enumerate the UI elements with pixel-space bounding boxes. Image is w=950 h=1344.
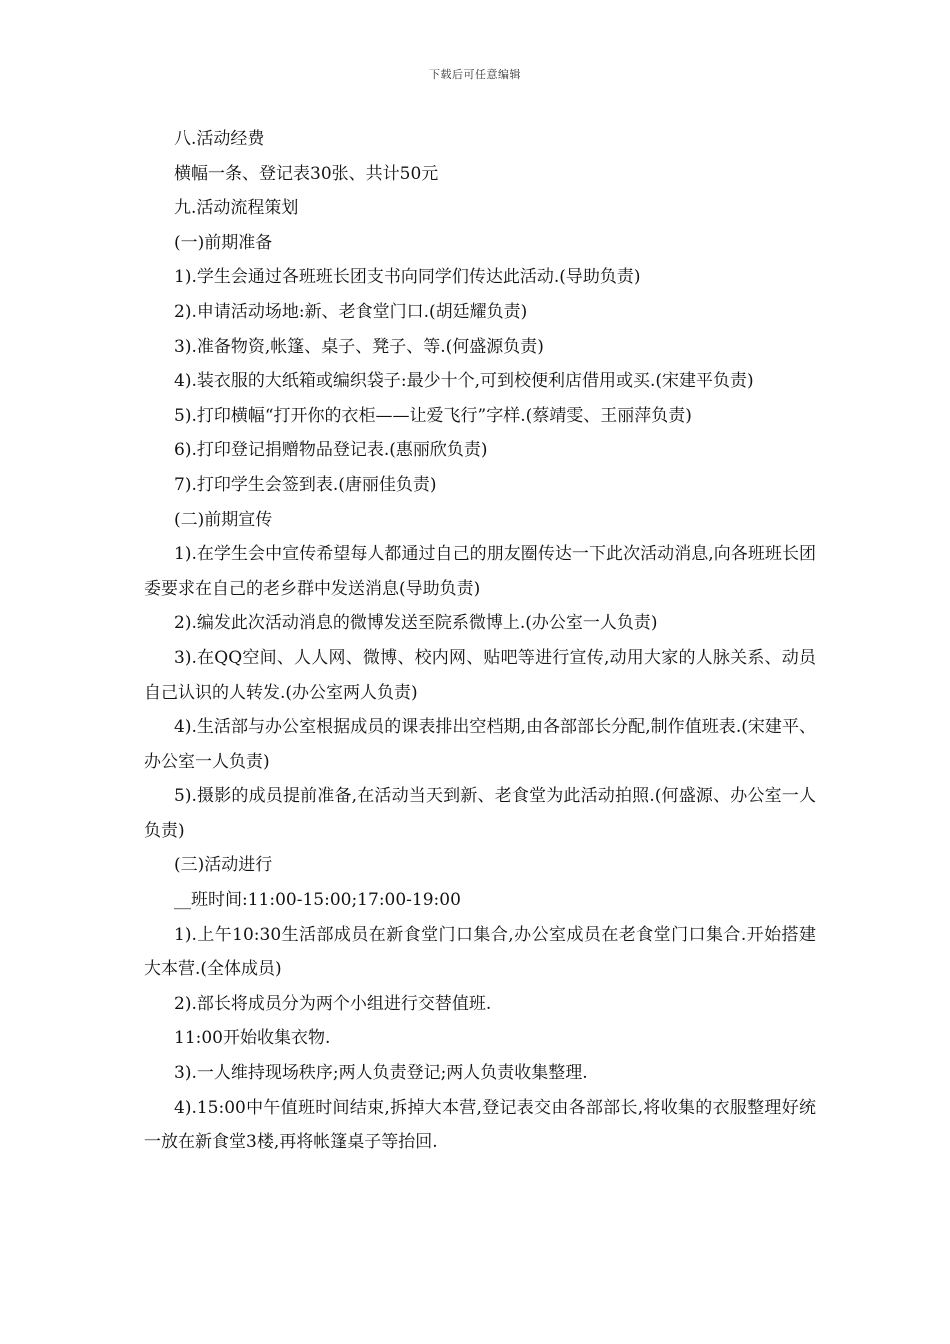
paragraph: 1).上午10:30生活部成员在新食堂门口集合,办公室成员在老食堂门口集合.开始搭建大本营.(全体成员) xyxy=(144,924,816,980)
paragraph: 5).打印横幅“打开你的衣柜——让爱飞行”字样.(蔡靖雯、王丽萍负责) xyxy=(174,405,692,426)
paragraph: 2).编发此次活动消息的微博发送至院系微博上.(办公室一人负责) xyxy=(174,613,658,634)
paragraph: 11:00开始收集衣物. xyxy=(174,1028,331,1049)
paragraph: 6).打印登记捐赠物品登记表.(惠丽欣负责) xyxy=(174,440,488,461)
paragraph: 3).准备物资,帐篷、桌子、凳子、等.(何盛源负责) xyxy=(174,336,544,357)
paragraph: 4).15:00中午值班时间结束,拆掉大本营,登记表交由各部部长,将收集的衣服整理好统一放在新食堂3楼,再将帐篷桌子等抬回. xyxy=(144,1097,816,1153)
paragraph: 1).学生会通过各班班长团支书向同学们传达此活动.(导助负责) xyxy=(174,267,641,288)
document-body xyxy=(144,122,816,1160)
paragraph: 7).打印学生会签到表.(唐丽佳负责) xyxy=(174,474,437,495)
paragraph: 2).申请活动场地:新、老食堂门口.(胡廷耀负责) xyxy=(174,301,528,322)
page-header-note: 下载后可任意编辑 xyxy=(429,68,521,81)
paragraph: (三)活动进行 xyxy=(174,855,273,876)
paragraph: (一)前期准备 xyxy=(174,232,273,253)
paragraph: 1).在学生会中宣传希望每人都通过自己的朋友圈传达一下此次活动消息,向各班班长团委要求在自己的老乡群中发送消息(导助负责) xyxy=(144,544,816,599)
paragraph: 九.活动流程策划 xyxy=(174,198,299,219)
paragraph: 八.活动经费 xyxy=(174,129,265,149)
paragraph: 4).生活部与办公室根据成员的课表排出空档期,由各部部长分配,制作值班表.(宋建平、办公室一人负责) xyxy=(144,717,816,772)
paragraph: 4).装衣服的大纸箱或编织袋子:最少十个,可到校便利店借用或买.(宋建平负责) xyxy=(174,371,754,392)
paragraph: 5).摄影的成员提前准备,在活动当天到新、老食堂为此活动拍照.(何盛源、办公室一人负责) xyxy=(144,786,816,841)
paragraph: 2).部长将成员分为两个小组进行交替值班. xyxy=(174,993,492,1014)
paragraph: (二)前期宣传 xyxy=(174,509,273,530)
paragraph: 横幅一条、登记表30张、共计50元 xyxy=(174,163,439,184)
paragraph: 3).在QQ空间、人人网、微博、校内网、贴吧等进行宣传,动用大家的人脉关系、动员自己认识的人转发.(办公室两人负责) xyxy=(144,647,816,703)
paragraph: 3).一人维持现场秩序;两人负责登记;两人负责收集整理. xyxy=(174,1063,588,1084)
paragraph: __班时间:11:00-15:00;17:00-19:00 xyxy=(174,890,461,911)
